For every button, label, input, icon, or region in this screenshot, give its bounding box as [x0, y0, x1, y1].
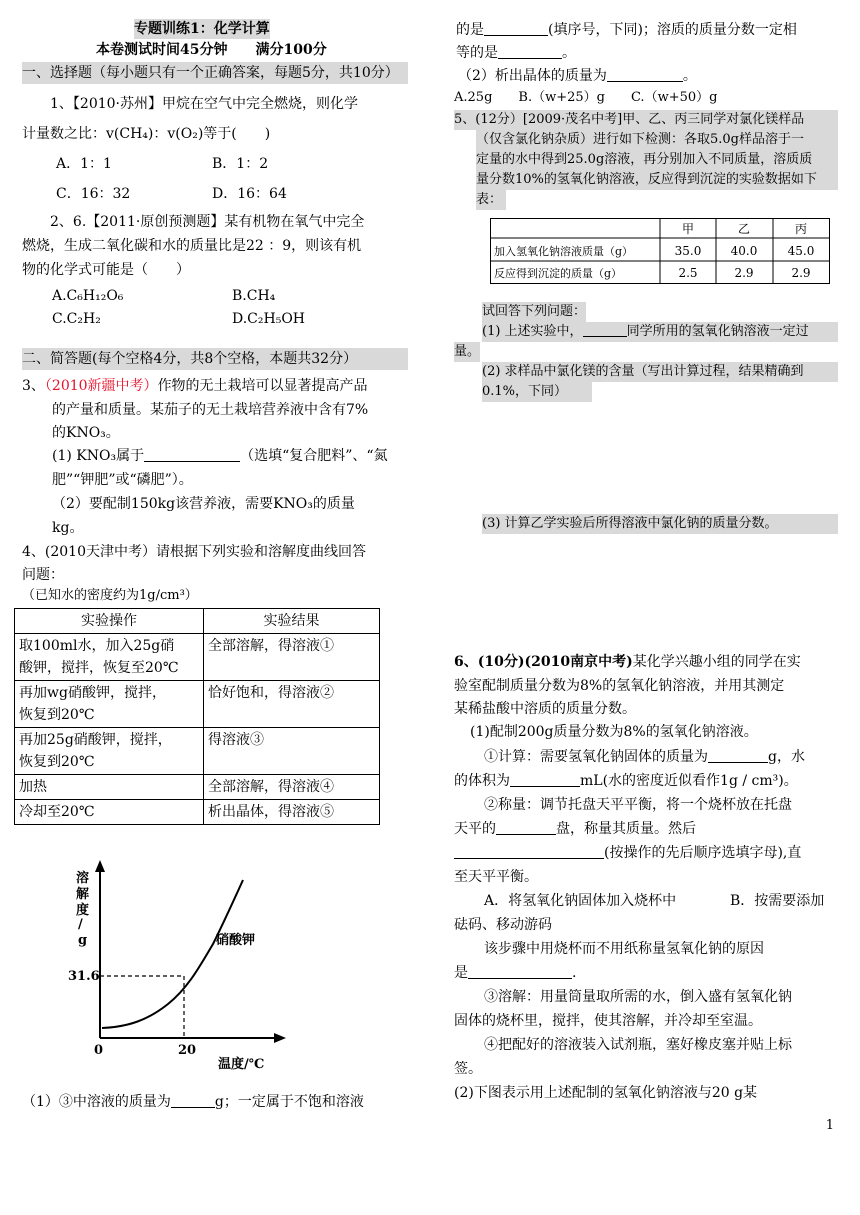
solubility-graph [68, 852, 318, 1072]
q2-option-c: C.C₂H₂ [52, 311, 101, 327]
q6-weigh-text: 天平的 [454, 821, 496, 837]
q1-option-b: B．1：2 [212, 156, 269, 172]
q1-option-d: D．16：64 [212, 186, 287, 202]
answer-blank[interactable] [498, 44, 562, 59]
table-cell: 35.0 [674, 244, 702, 258]
q2-line2: 燃烧，生成二氧化碳和水的质量比是22 ：9，则该有机 [22, 238, 362, 254]
y-axis-arrow-icon [95, 860, 105, 872]
origin-label: 0 [94, 1043, 104, 1058]
q5-part3: (3) 计算乙学实验后所得溶液中氯化钠的质量分数。 [482, 514, 838, 534]
q1-line2: 计量数之比：v(CH₄)：v(O₂)等于( ) [22, 126, 271, 142]
q5-line2: （仅含氯化钠杂质）进行如下检测：各取5.0g样品溶于一 [476, 130, 838, 150]
q6-weigh-text3: (按操作的先后顺序选填字母),直 [604, 845, 802, 861]
x-tick-label: 20 [178, 1043, 197, 1058]
curve-label: 硝酸钾 [216, 933, 256, 948]
x-axis-label: 温度/℃ [218, 1057, 265, 1072]
q5-line5: 表： [476, 190, 506, 210]
y-label-char: g [78, 933, 88, 948]
y-label-char: / [78, 917, 83, 932]
table-cell-operation: 冷却至20℃ [15, 800, 204, 825]
q5-line1: 5、(12分）[2009·茂名中考]甲、乙、丙三同学对氯化镁样品 [454, 110, 838, 130]
q6-bottle-line1: ④把配好的溶液装入试剂瓶，塞好橡皮塞并贴上标 [484, 1037, 792, 1053]
q4-cont-text2: 。 [562, 45, 576, 61]
page-title: 专题训练1：化学计算 [134, 21, 270, 37]
q4-part2 [458, 64, 697, 88]
q6-weigh-text2: 盘，称量其质量。然后 [556, 821, 696, 837]
q6-option-a: A．将氢氧化钠固体加入烧杯中 [484, 893, 677, 909]
q6-line2: 验室配制质量分数为8%的氢氧化钠溶液，并用其测定 [454, 678, 785, 694]
answer-blank[interactable] [484, 21, 548, 36]
table-cell: 2.9 [791, 266, 811, 280]
q6-option-b: B．按需要添加 [730, 893, 825, 909]
q4-cont1 [456, 18, 797, 42]
q6-weigh-line4: 至天平平衡。 [454, 869, 538, 885]
table-row [15, 728, 380, 775]
table-cell: 45.0 [787, 244, 815, 258]
column-header: 乙 [737, 222, 751, 236]
q3-line3: 的KNO₃。 [52, 425, 120, 441]
q4-line1: 4、(2010天津中考）请根据下列实验和溶解度曲线回答 [22, 544, 366, 560]
y-label-char: 度 [76, 903, 90, 918]
q5-data-table [490, 218, 830, 284]
table-cell-result: 恰好饱和，得溶液② [204, 681, 380, 728]
q6-why-line2 [454, 961, 576, 985]
table-cell: 40.0 [730, 244, 758, 258]
y-label-char: 溶 [76, 871, 90, 886]
table-cell-result: 全部溶解，得溶液④ [204, 775, 380, 800]
q6-weigh-line3 [454, 841, 801, 865]
q3-line2: 的产量和质量。某茄子的无土栽培营养液中含有7% [52, 402, 369, 418]
q3-part1 [52, 444, 388, 468]
q6-calc-text: ①计算：需要氢氧化钠固体的质量为 [484, 749, 708, 765]
q3-part2: （2）要配制150kg该营养液，需要KNO₃的质量 [52, 496, 355, 512]
row-label: 加入氢氧化钠溶液质量（g） [494, 245, 634, 258]
q5-line3: 定量的水中得到25.0g溶液，再分别加入不同质量，溶质质 [476, 150, 838, 170]
table-cell-operation: 再加25g硝酸钾，搅拌， 恢复到20℃ [15, 728, 204, 775]
table-row [15, 634, 380, 681]
q1-line1: 1、【2010·苏州】甲烷在空气中完全燃烧，则化学 [50, 96, 358, 112]
q5-part1-text2: 同学所用的氢氧化钠溶液一定过 [626, 324, 809, 339]
q6-why-text: 是 [454, 965, 468, 981]
answer-blank[interactable] [607, 67, 683, 82]
q4-part2-text2: 。 [682, 68, 697, 84]
q5-part2: (2) 求样品中氯化镁的含量（写出计算过程，结果精确到 [482, 362, 838, 382]
q2-option-d: D.C₂H₅OH [232, 311, 306, 327]
q6-part2: (2)下图表示用上述配制的氢氧化钠溶液与20 g某 [454, 1085, 758, 1101]
q6-line3: 某稀盐酸中溶质的质量分数。 [454, 701, 636, 717]
table-cell-result: 得溶液③ [204, 728, 380, 775]
answer-blank[interactable] [171, 1093, 215, 1108]
q6-calc-line2 [454, 769, 798, 793]
table-cell-operation: 加热 [15, 775, 204, 800]
answer-blank[interactable] [708, 748, 768, 763]
q1-option-a: A．1：1 [56, 156, 112, 172]
q4-cont-text: 等的是 [456, 45, 498, 61]
q1-option-c: C．16：32 [56, 186, 131, 202]
table-row [15, 775, 380, 800]
table-row [15, 800, 380, 825]
q5-part2-cont: 0.1%，下同） [482, 382, 592, 402]
column-header: 丙 [794, 222, 808, 236]
q4-part1 [22, 1090, 364, 1114]
q2-line1: 2、6.【2011·原创预测题】某有机物在氧气中完全 [50, 214, 365, 230]
q4-cont-text2: (填序号，下同)；溶质的质量分数一定相 [548, 22, 797, 38]
q4-part2-text: （2）析出晶体的质量为 [458, 68, 607, 84]
q5-part1-cont: 量。 [454, 342, 480, 362]
q3-part2-unit: kg。 [52, 520, 84, 536]
q6-number: 6、(10分) [454, 654, 525, 670]
q6-calc-unit: g，水 [768, 749, 805, 765]
page-number: 1 [825, 1118, 834, 1133]
q3-part1-text: (1) KNO₃属于 [52, 448, 145, 464]
q6-source: (2010南京中考) [524, 654, 633, 670]
table-cell-operation: 取100ml水，加入25g硝 酸钾，搅拌，恢复至20℃ [15, 634, 204, 681]
experiment-table [14, 608, 380, 825]
answer-blank[interactable] [583, 322, 627, 337]
table-cell: 2.5 [678, 266, 698, 280]
section1-heading: 一、选择题（每小题只有一个正确答案，每题5分，共10分） [22, 62, 408, 84]
q6-calc-line [484, 745, 805, 769]
q6-weigh-line2 [454, 817, 696, 841]
q6-line1 [454, 650, 801, 674]
answer-blank[interactable] [454, 844, 604, 859]
table-header-row [15, 609, 380, 634]
q6-calc-text2: 的体积为 [454, 773, 510, 789]
q3-number: 3、 [22, 378, 45, 394]
q2-option-a: A.C₆H₁₂O₆ [52, 288, 124, 304]
q4-line2: 问题： [22, 567, 64, 583]
q4-part1-text2: g；一定属于不饱和溶液 [214, 1094, 364, 1110]
x-axis-arrow-icon [274, 1033, 286, 1043]
q6-why-end: . [572, 965, 577, 981]
solubility-curve [102, 880, 243, 1028]
y-label-char: 解 [76, 887, 90, 902]
q2-option-b: B.CH₄ [232, 288, 276, 304]
q5-ask: 试回答下列问题： [482, 302, 586, 322]
table-cell-operation: 再加wg硝酸钾，搅拌， 恢复到20℃ [15, 681, 204, 728]
answer-blank[interactable] [496, 820, 556, 835]
q6-step1: (1)配制200g质量分数为8%的氢氧化钠溶液。 [470, 724, 758, 740]
table-cell: 2.9 [734, 266, 754, 280]
q4-part1-text: （1）③中溶液的质量为 [22, 1094, 171, 1110]
q6-option-b-cont: 砝码、移动游码 [454, 917, 552, 933]
q3-text1: 作物的无土栽培可以显著提高产品 [157, 378, 368, 394]
q5-line4: 量分数10%的氢氧化钠溶液，反应得到沉淀的实验数据如下 [476, 170, 838, 190]
table-header: 实验操作 [15, 609, 204, 634]
q5-part1-text: (1) 上述实验中， [482, 324, 583, 339]
answer-blank[interactable] [144, 447, 240, 462]
q6-why-line1: 该步骤中用烧杯而不用纸称量氢氧化钠的原因 [484, 941, 764, 957]
page-subtitle: 本卷测试时间45分钟 满分100分 [96, 42, 327, 58]
column-header: 甲 [681, 222, 695, 236]
section2-heading: 二、简答题(每个空格4分，共8个空格，本题共32分） [22, 348, 408, 370]
q6-text1: 某化学兴趣小组的同学在实 [632, 654, 801, 670]
table-header: 实验结果 [204, 609, 380, 634]
q2-line3: 物的化学式可能是（ ） [22, 262, 190, 278]
q4-cont2 [456, 41, 576, 65]
q3-part1-text2: （选填“复合肥料”、“氮 [240, 448, 388, 464]
q6-dissolve-line2: 固体的烧杯里，搅拌，使其溶解，并冷却至室温。 [454, 1013, 762, 1029]
table-cell-result: 析出晶体，得溶液⑤ [204, 800, 380, 825]
table-row [15, 681, 380, 728]
q3-source: （2010新疆中考） [44, 378, 158, 394]
q4-part2-options: A.25g B.（w+25）g C.（w+50）g [454, 90, 718, 105]
q3-part1-cont: 肥”“钾肥”或“磷肥”）。 [52, 472, 193, 488]
table-cell-result: 全部溶解，得溶液① [204, 634, 380, 681]
row-label: 反应得到沉淀的质量（g） [494, 267, 623, 280]
q5-part1 [482, 322, 838, 342]
q6-bottle-line2: 签。 [454, 1061, 482, 1077]
q4-cont-text: 的是 [456, 22, 484, 38]
q3-line1 [22, 374, 368, 398]
q6-dissolve-line1: ③溶解：用量筒量取所需的水，倒入盛有氢氧化钠 [484, 989, 792, 1005]
q6-calc-text3: mL(水的密度近似看作1g / cm³)。 [580, 773, 798, 789]
answer-blank[interactable] [468, 964, 572, 979]
q6-weigh-line1: ②称量：调节托盘天平平衡，将一个烧杯放在托盘 [484, 797, 792, 813]
answer-blank[interactable] [510, 772, 580, 787]
q4-line3: （已知水的密度约为1g/cm³） [22, 588, 198, 603]
y-tick-label: 31.6 [68, 969, 100, 984]
